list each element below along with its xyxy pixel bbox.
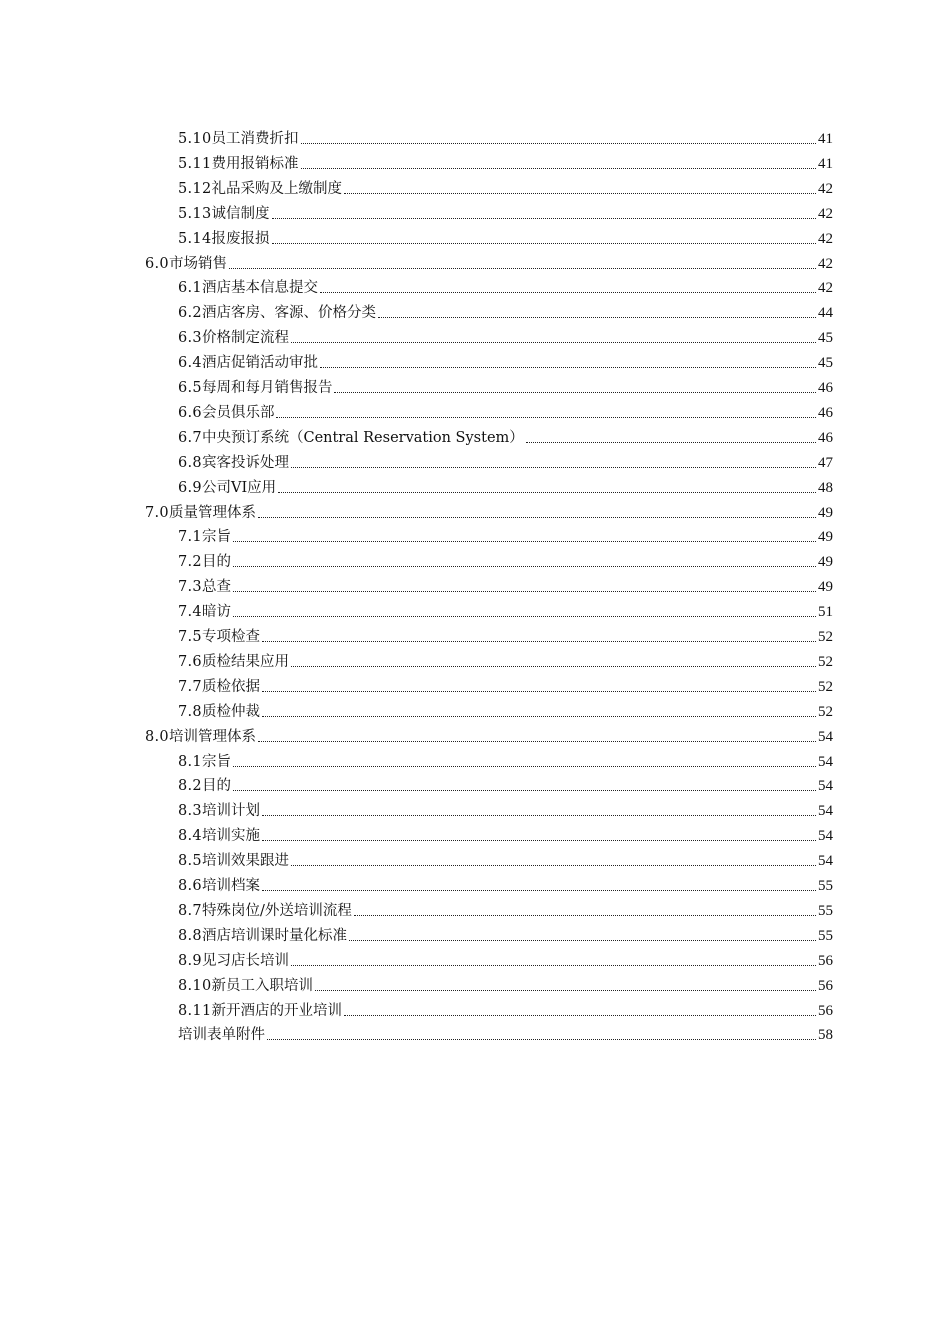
toc-entry[interactable] [178, 126, 833, 148]
toc-entry[interactable] [178, 848, 833, 870]
toc-entry-page-number: 46 [818, 380, 833, 396]
toc-entry[interactable] [178, 674, 833, 696]
toc-entry-page-number: 52 [818, 678, 833, 695]
toc-dot-leader [262, 715, 816, 717]
toc-entry-page-number: 54 [818, 728, 833, 745]
toc-entry-title: 公司VI应用 [201, 479, 277, 496]
toc-dot-leader [291, 964, 816, 966]
toc-entry-title: 会员俱乐部 [201, 404, 275, 421]
toc-entry-page-number: 49 [818, 579, 833, 596]
toc-dot-leader [354, 914, 816, 916]
toc-dot-leader [229, 267, 816, 269]
toc-entry-page-number: 49 [818, 529, 833, 546]
toc-entry-page-number: 55 [818, 927, 833, 944]
toc-entry-page-number: 46 [818, 404, 833, 421]
toc-entry-title: 礼品采购及上缴制度 [211, 180, 342, 197]
toc-entry-page-number: 54 [818, 803, 833, 820]
toc-entry-page-number: 55 [818, 878, 833, 894]
toc-entry[interactable] [178, 749, 833, 771]
toc-entry[interactable] [178, 201, 833, 223]
toc-dot-leader [233, 540, 816, 542]
toc-entry-number: 8.9 [178, 952, 202, 969]
toc-entry-title: 目的 [201, 778, 231, 795]
toc-entry-title: 宾客投诉处理 [201, 454, 289, 471]
toc-entry[interactable] [178, 275, 833, 297]
toc-dot-leader [291, 466, 816, 468]
toc-entry-number: 5.10 [178, 131, 212, 147]
toc-entry[interactable] [178, 973, 833, 995]
toc-entry-page-number: 52 [818, 703, 833, 720]
toc-entry-title: 酒店客房、客源、价格分类 [201, 305, 376, 322]
toc-entry-number: 7.5 [178, 629, 202, 645]
toc-entry-title: 培训档案 [201, 878, 260, 894]
toc-entry-page-number: 41 [818, 131, 833, 147]
toc-entry[interactable] [178, 375, 833, 397]
toc-entry-page-number: 45 [818, 355, 833, 372]
toc-entry-title: 每周和每月销售报告 [201, 380, 333, 396]
toc-entry[interactable] [178, 524, 833, 546]
toc-entry-title: 培训表单附件 [178, 1027, 265, 1044]
toc-entry-number: 8.10 [178, 977, 212, 994]
toc-dot-leader [262, 690, 816, 692]
toc-entry[interactable] [178, 151, 833, 173]
toc-entry-page-number: 52 [818, 629, 833, 645]
toc-entry-number: 6.8 [178, 454, 202, 471]
toc-entry-title: 员工消费折扣 [211, 131, 299, 147]
toc-entry[interactable] [178, 798, 833, 820]
toc-entry-title: 中央预订系统（Central Reservation System） [201, 429, 524, 446]
toc-dot-leader [315, 989, 816, 991]
toc-entry-number: 8.3 [178, 803, 202, 820]
toc-entry-number: 8.7 [178, 902, 202, 919]
toc-entry-number: 8.4 [178, 828, 202, 845]
toc-entry[interactable] [178, 823, 833, 845]
toc-entry-page-number: 42 [818, 205, 833, 222]
toc-entry-page-number: 51 [818, 604, 833, 621]
toc-entry-number: 8.8 [178, 927, 202, 944]
toc-entry[interactable] [178, 923, 833, 945]
toc-entry[interactable] [178, 649, 833, 671]
toc-entry-number: 6.6 [178, 404, 202, 421]
toc-entry-number: 8.2 [178, 778, 202, 795]
toc-entry[interactable] [178, 873, 833, 895]
toc-dot-leader [291, 341, 816, 343]
toc-entry-number: 7.2 [178, 554, 202, 571]
toc-dot-leader [262, 640, 816, 642]
toc-entry-title: 质检结果应用 [201, 653, 289, 670]
toc-entry-page-number: 47 [818, 454, 833, 471]
toc-entry-title: 暗访 [201, 604, 231, 621]
toc-entry-title: 质量管理体系 [168, 504, 256, 521]
toc-entry-number: 6.3 [178, 330, 202, 347]
toc-entry-number: 6.4 [178, 355, 202, 372]
toc-entry[interactable] [178, 773, 833, 795]
toc-entry-page-number: 56 [818, 1002, 833, 1019]
toc-entry-page-number: 48 [818, 479, 833, 496]
toc-entry[interactable] [178, 699, 833, 721]
toc-dot-leader [262, 814, 816, 816]
toc-entry-title: 培训管理体系 [168, 728, 256, 745]
toc-entry-page-number: 49 [818, 504, 833, 521]
toc-entry-title: 新员工入职培训 [211, 977, 313, 994]
toc-entry-page-number: 41 [818, 155, 833, 172]
toc-entry-title: 质检依据 [201, 678, 260, 695]
toc-entry-page-number: 45 [818, 330, 833, 347]
toc-entry[interactable] [178, 475, 833, 497]
toc-entry[interactable] [145, 500, 833, 522]
toc-entry-number: 7.3 [178, 579, 202, 596]
toc-dot-leader [233, 615, 816, 617]
toc-dot-leader [344, 1014, 816, 1016]
toc-entry-number: 6.0 [145, 255, 169, 272]
toc-entry[interactable] [178, 898, 833, 920]
toc-dot-leader [267, 1038, 816, 1040]
toc-entry-number: 8.1 [178, 753, 202, 770]
toc-entry[interactable] [178, 948, 833, 970]
toc-dot-leader [258, 516, 816, 518]
toc-dot-leader [272, 217, 817, 219]
toc-entry-title: 专项检查 [201, 629, 260, 645]
toc-entry[interactable] [178, 425, 833, 447]
toc-entry-title: 酒店培训课时量化标准 [201, 927, 347, 944]
toc-entry-number: 7.4 [178, 604, 202, 621]
toc-entry-number: 5.11 [178, 155, 212, 172]
toc-entry-page-number: 56 [818, 952, 833, 969]
toc-entry-title: 报废报损 [211, 230, 270, 247]
toc-entry-title: 目的 [201, 554, 231, 571]
toc-dot-leader [278, 491, 816, 493]
toc-entry[interactable] [178, 176, 833, 198]
toc-entry[interactable] [178, 400, 833, 422]
toc-entry-number: 7.8 [178, 703, 202, 720]
toc-entry-title: 诚信制度 [211, 205, 270, 222]
toc-entry-number: 5.12 [178, 180, 212, 197]
toc-entry[interactable] [178, 574, 833, 596]
toc-dot-leader [276, 416, 816, 418]
toc-entry-number: 8.5 [178, 853, 202, 870]
toc-entry[interactable] [178, 624, 833, 646]
toc-dot-leader [344, 192, 816, 194]
toc-entry-number: 7.0 [145, 504, 169, 521]
toc-entry-title: 宗旨 [201, 529, 231, 546]
toc-entry-page-number: 42 [818, 280, 833, 297]
toc-entry[interactable] [178, 998, 833, 1020]
toc-entry-number: 8.6 [178, 878, 202, 894]
toc-entry-title: 价格制定流程 [201, 330, 289, 347]
toc-dot-leader [320, 366, 816, 368]
toc-entry-number: 6.1 [178, 280, 202, 297]
toc-entry-number: 6.9 [178, 479, 202, 496]
toc-entry[interactable] [178, 1022, 833, 1044]
toc-entry-title: 酒店促销活动审批 [201, 355, 318, 372]
toc-entry-title: 培训效果跟进 [201, 853, 289, 870]
toc-entry-page-number: 52 [818, 653, 833, 670]
toc-entry[interactable] [145, 251, 833, 273]
toc-dot-leader [526, 441, 816, 443]
toc-entry-page-number: 49 [818, 554, 833, 571]
toc-dot-leader [233, 590, 816, 592]
toc-dot-leader [301, 142, 817, 144]
toc-entry[interactable] [178, 300, 833, 322]
toc-entry-number: 7.1 [178, 529, 202, 546]
toc-entry[interactable] [178, 549, 833, 571]
toc-entry-number: 5.13 [178, 205, 212, 222]
toc-entry-page-number: 54 [818, 778, 833, 795]
toc-entry-number: 6.2 [178, 305, 202, 322]
toc-dot-leader [272, 242, 817, 244]
toc-entry-page-number: 55 [818, 902, 833, 919]
toc-entry[interactable] [178, 325, 833, 347]
toc-entry-title: 见习店长培训 [201, 952, 289, 969]
toc-dot-leader [320, 291, 816, 293]
toc-entry-page-number: 44 [818, 305, 833, 322]
toc-entry-page-number: 54 [818, 753, 833, 770]
toc-entry[interactable] [178, 226, 833, 248]
toc-entry-title: 质检仲裁 [201, 703, 260, 720]
toc-entry-title: 宗旨 [201, 753, 231, 770]
toc-entry-number: 5.14 [178, 230, 212, 247]
toc-dot-leader [334, 391, 816, 393]
toc-entry[interactable] [178, 450, 833, 472]
toc-dot-leader [262, 839, 816, 841]
toc-entry-title: 酒店基本信息提交 [201, 280, 318, 297]
toc-entry-page-number: 42 [818, 255, 833, 272]
toc-dot-leader [301, 167, 817, 169]
toc-dot-leader [378, 316, 816, 318]
toc-entry-number: 6.5 [178, 380, 202, 396]
toc-entry-page-number: 58 [818, 1027, 833, 1044]
toc-entry-page-number: 54 [818, 828, 833, 845]
toc-dot-leader [233, 565, 816, 567]
toc-dot-leader [349, 939, 816, 941]
toc-dot-leader [291, 864, 816, 866]
toc-entry-number: 7.6 [178, 653, 202, 670]
toc-entry-number: 8.11 [178, 1002, 212, 1019]
toc-dot-leader [233, 789, 816, 791]
toc-entry-page-number: 46 [818, 429, 833, 446]
toc-entry-title: 市场销售 [168, 255, 227, 272]
toc-entry-number: 7.7 [178, 678, 202, 695]
toc-entry-title: 费用报销标准 [211, 155, 299, 172]
toc-entry-title: 培训实施 [201, 828, 260, 845]
toc-entry-number: 8.0 [145, 728, 169, 745]
toc-dot-leader [291, 665, 816, 667]
toc-entry-page-number: 54 [818, 853, 833, 870]
toc-entry-page-number: 42 [818, 180, 833, 197]
toc-entry[interactable] [145, 724, 833, 746]
toc-entry-title: 新开酒店的开业培训 [211, 1002, 342, 1019]
toc-entry-page-number: 56 [818, 977, 833, 994]
toc-entry-number: 6.7 [178, 429, 202, 446]
toc-entry[interactable] [178, 350, 833, 372]
toc-dot-leader [262, 889, 816, 891]
toc-dot-leader [233, 765, 816, 767]
toc-entry-page-number: 42 [818, 230, 833, 247]
toc-dot-leader [258, 740, 816, 742]
toc-entry-title: 总查 [201, 579, 231, 596]
toc-entry[interactable] [178, 599, 833, 621]
toc-entry-title: 培训计划 [201, 803, 260, 820]
toc-entry-title: 特殊岗位/外送培训流程 [201, 902, 352, 919]
